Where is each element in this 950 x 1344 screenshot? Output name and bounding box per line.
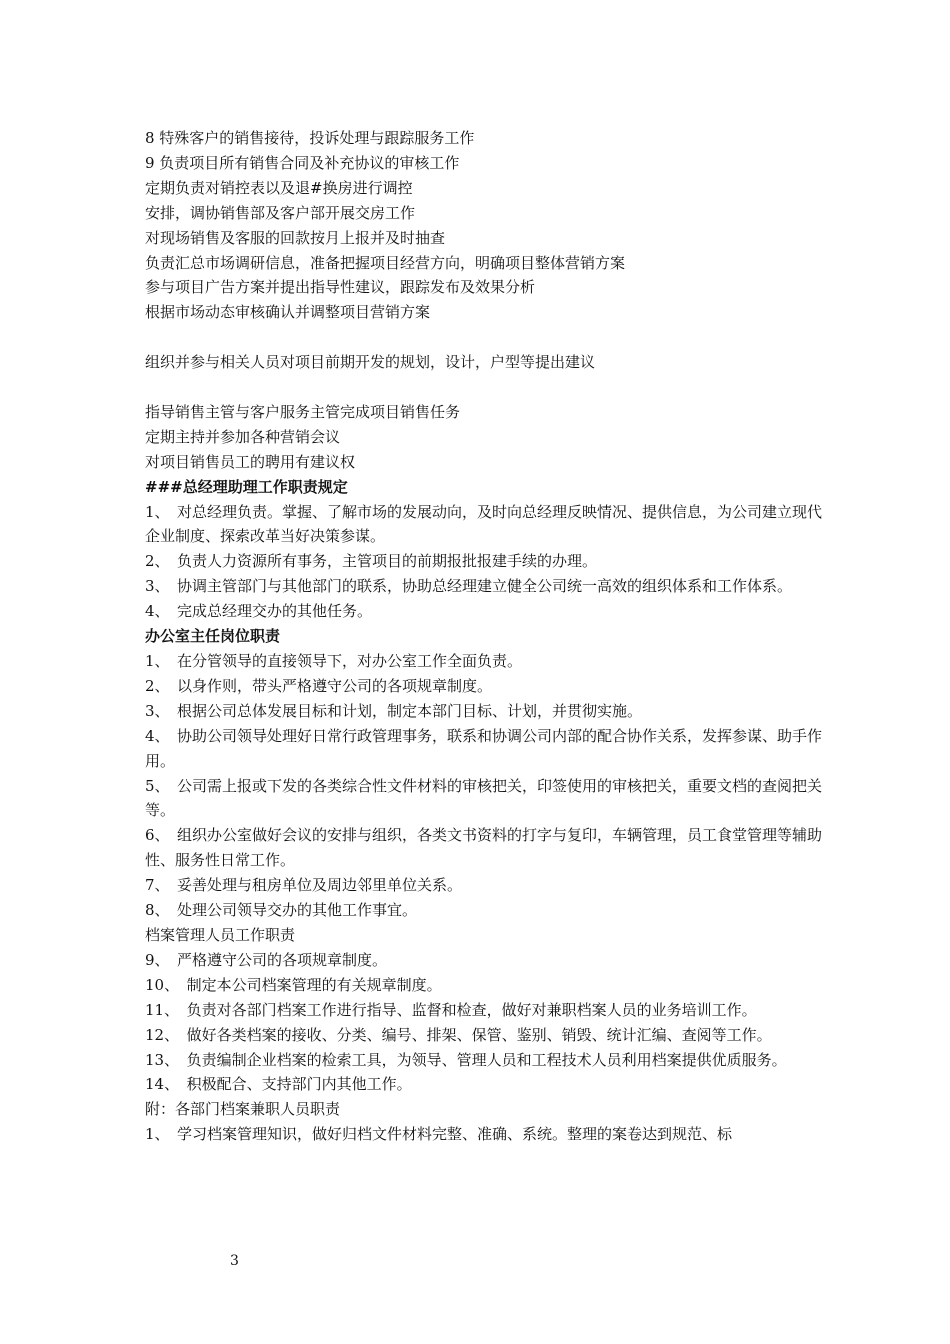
list-item: 1、 对总经理负责。掌握、了解市场的发展动向，及时向总经理反映情况、提供信息，为公司建立现代企业制度、探索改革当好决策参谋。: [145, 502, 823, 546]
list-item: 13、 负责编制企业档案的检索工具，为领导、管理人员和工程技术人员利用档案提供优质服务。: [145, 1050, 787, 1069]
text-line: 对项目销售员工的聘用有建议权: [145, 452, 356, 471]
list-item: 4、 完成总经理交办的其他任务。: [145, 602, 373, 621]
list-item: 4、 协助公司领导处理好日常行政管理事务，联系和协调公司内部的配合协作关系，发挥参谋、助手作用。: [145, 726, 823, 770]
blank-line: [145, 375, 825, 400]
text-line: 指导销售主管与客户服务主管完成项目销售任务: [145, 402, 461, 421]
list-item: 2、 负责人力资源所有事务，主管项目的前期报批报建手续的办理。: [145, 552, 598, 571]
text-line: 安排，调协销售部及客户部开展交房工作: [145, 203, 416, 222]
text-line: 对现场销售及客服的回款按月上报并及时抽查: [145, 228, 446, 247]
text-line: 参与项目广告方案并提出指导性建议，跟踪发布及效果分析: [145, 278, 536, 297]
page-number: 3: [230, 1253, 239, 1269]
list-item: 2、 以身作则，带头严格遵守公司的各项规章制度。: [145, 676, 493, 695]
text-line: 8 特殊客户的销售接待，投诉处理与跟踪服务工作: [145, 129, 475, 147]
text-line: 定期负责对销控表以及退#换房进行调控: [145, 178, 413, 197]
section-heading-gm-assistant: ###总经理助理工作职责规定: [145, 477, 348, 496]
section-heading-archive-staff: 档案管理人员工作职责: [145, 925, 296, 944]
list-item: 10、 制定本公司档案管理的有关规章制度。: [145, 975, 442, 994]
list-item: 14、 积极配合、支持部门内其他工作。: [145, 1075, 412, 1094]
list-item: 12、 做好各类档案的接收、分类、编号、排架、保管、鉴别、销毁、统计汇编、查阅等工作。: [145, 1025, 772, 1044]
section-heading-part-time: 附：各部门档案兼职人员职责: [145, 1100, 341, 1119]
text-line: 定期主持并参加各种营销会议: [145, 427, 341, 446]
text-line: 根据市场动态审核确认并调整项目营销方案: [145, 303, 431, 322]
list-item: 8、 处理公司领导交办的其他工作事宜。: [145, 901, 418, 920]
document-body: [145, 126, 825, 1147]
list-item: 1、 在分管领导的直接领导下，对办公室工作全面负责。: [145, 652, 523, 670]
list-item: 3、 根据公司总体发展目标和计划，制定本部门目标、计划，并贯彻实施。: [145, 701, 643, 720]
list-item: 6、 组织办公室做好会议的安排与组织，各类文书资料的打字与复印，车辆管理，员工食堂管理等辅助性、服务性日常工作。: [145, 826, 823, 870]
list-item: 3、 协调主管部门与其他部门的联系，协助总经理建立健全公司统一高效的组织体系和工作体系。: [145, 577, 793, 596]
text-line: 负责汇总市场调研信息，准备把握项目经营方向，明确项目整体营销方案: [145, 253, 626, 272]
text-line: 9 负责项目所有销售合同及补充协议的审核工作: [145, 153, 460, 172]
list-item: 1、 学习档案管理知识，做好归档文件材料完整、准确、系统。整理的案卷达到规范、标: [145, 1125, 733, 1144]
section-heading-office-director: 办公室主任岗位职责: [145, 627, 281, 646]
list-item: 9、 严格遵守公司的各项规章制度。: [145, 950, 388, 969]
list-item: 7、 妥善处理与租房单位及周边邻里单位关系。: [145, 876, 463, 895]
text-line: 组织并参与相关人员对项目前期开发的规划，设计，户型等提出建议: [145, 353, 596, 372]
blank-line: [145, 325, 825, 350]
list-item: 5、 公司需上报或下发的各类综合性文件材料的审核把关，印签使用的审核把关，重要文档的查阅把关等。: [145, 776, 823, 820]
list-item: 11、 负责对各部门档案工作进行指导、监督和检查，做好对兼职档案人员的业务培训工作。: [145, 1000, 757, 1019]
